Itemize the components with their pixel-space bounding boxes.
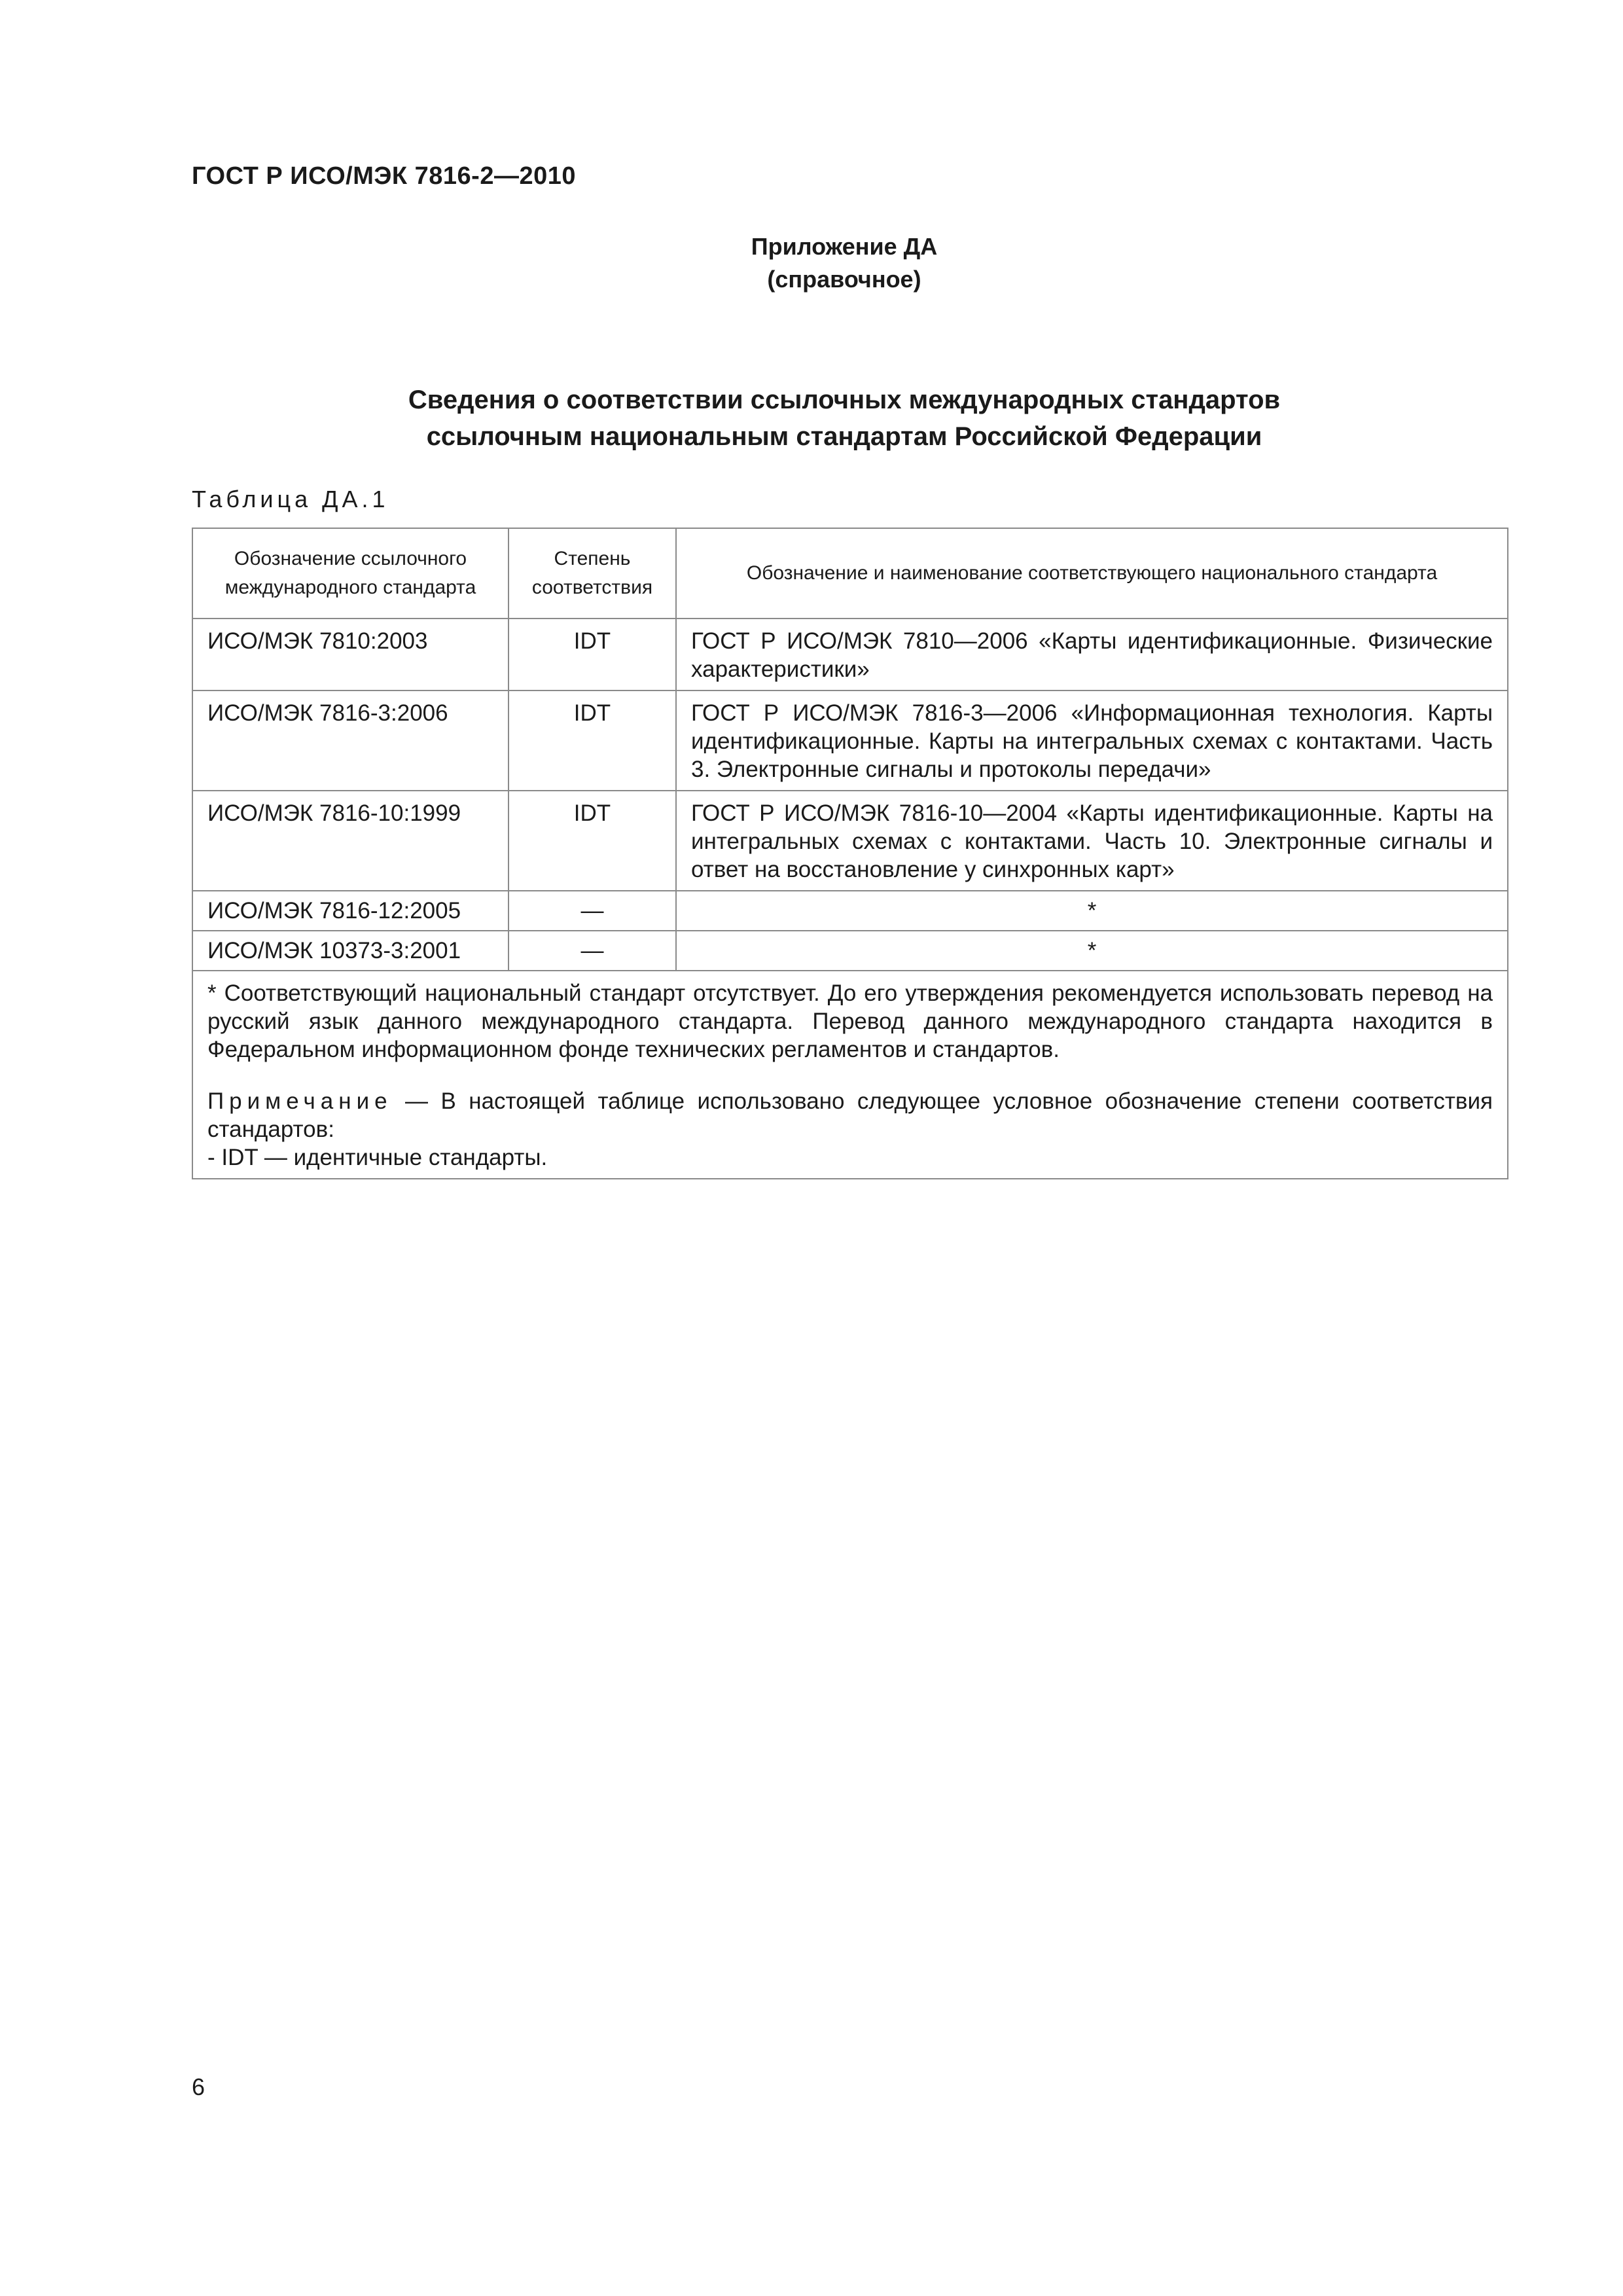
- row-degree: —: [508, 931, 676, 971]
- page-number: 6: [192, 2073, 205, 2100]
- table-footnote-row: [192, 971, 1508, 1179]
- table-caption: Таблица ДА.1: [192, 486, 389, 512]
- row-degree: IDT: [508, 791, 676, 891]
- appendix-heading: [0, 230, 1623, 296]
- note-list-item: - IDT — идентичные стандарты.: [207, 1145, 548, 1170]
- row-national-standard: ГОСТ Р ИСО/МЭК 7816-10—2004 «Карты идентификационные. Карты на интегральных схемах с контактами. Часть 10. Электронные сигналы и ответ на восстановление у синхронных карт»: [676, 791, 1508, 891]
- note-text: — В настоящей таблице использовано следующее условное обозначение степени соответствия стандартов:: [207, 1088, 1493, 1142]
- row-national-standard: ГОСТ Р ИСО/МЭК 7810—2006 «Карты идентификационные. Физические характеристики»: [676, 619, 1508, 691]
- footnote-spacer: [207, 1064, 1493, 1087]
- table-header-row: [192, 528, 1508, 619]
- header-degree: Степень соответствия: [508, 528, 676, 619]
- note-label: Примечание: [207, 1088, 393, 1114]
- row-international-code: ИСО/МЭК 7816-10:1999: [192, 791, 508, 891]
- document-title: [0, 382, 1623, 455]
- row-national-standard: ГОСТ Р ИСО/МЭК 7816-3—2006 «Информационная технология. Карты идентификационные. Карты на интегральных схемах с контактами. Часть 3. Электронные сигналы и протоколы передачи»: [676, 691, 1508, 791]
- note-paragraph: [207, 1087, 1493, 1143]
- page-header-standard-id: ГОСТ Р ИСО/МЭК 7816-2—2010: [192, 162, 576, 190]
- row-degree: IDT: [508, 619, 676, 691]
- footnote-text: * Соответствующий национальный стандарт отсутствует. До его утверждения рекомендуется использовать перевод на русский язык данного международного стандарта. Перевод данного международного стандарта находится в Федеральном информационном фонде технических регламентов и стандартов.: [207, 980, 1493, 1062]
- row-degree: —: [508, 891, 676, 931]
- table-row: [192, 891, 1508, 931]
- document-title-line-2: ссылочным национальным стандартам Российской Федерации: [426, 422, 1262, 451]
- row-international-code: ИСО/МЭК 7816-12:2005: [192, 891, 508, 931]
- table-row: [192, 791, 1508, 891]
- table-row: [192, 619, 1508, 691]
- table-footnote-cell: [192, 971, 1508, 1179]
- appendix-kind: (справочное): [767, 266, 921, 293]
- table-row: [192, 931, 1508, 971]
- header-national-standard: Обозначение и наименование соответствующего национального стандарта: [676, 528, 1508, 619]
- standards-correspondence-table: [192, 528, 1508, 1179]
- row-international-code: ИСО/МЭК 10373-3:2001: [192, 931, 508, 971]
- row-international-code: ИСО/МЭК 7816-3:2006: [192, 691, 508, 791]
- row-national-standard: *: [676, 891, 1508, 931]
- table-row: [192, 691, 1508, 791]
- appendix-title: Приложение ДА: [751, 233, 938, 260]
- row-international-code: ИСО/МЭК 7810:2003: [192, 619, 508, 691]
- row-national-standard: *: [676, 931, 1508, 971]
- header-international-standard: Обозначение ссылочного международного стандарта: [192, 528, 508, 619]
- row-degree: IDT: [508, 691, 676, 791]
- document-title-line-1: Сведения о соответствии ссылочных международных стандартов: [408, 386, 1281, 414]
